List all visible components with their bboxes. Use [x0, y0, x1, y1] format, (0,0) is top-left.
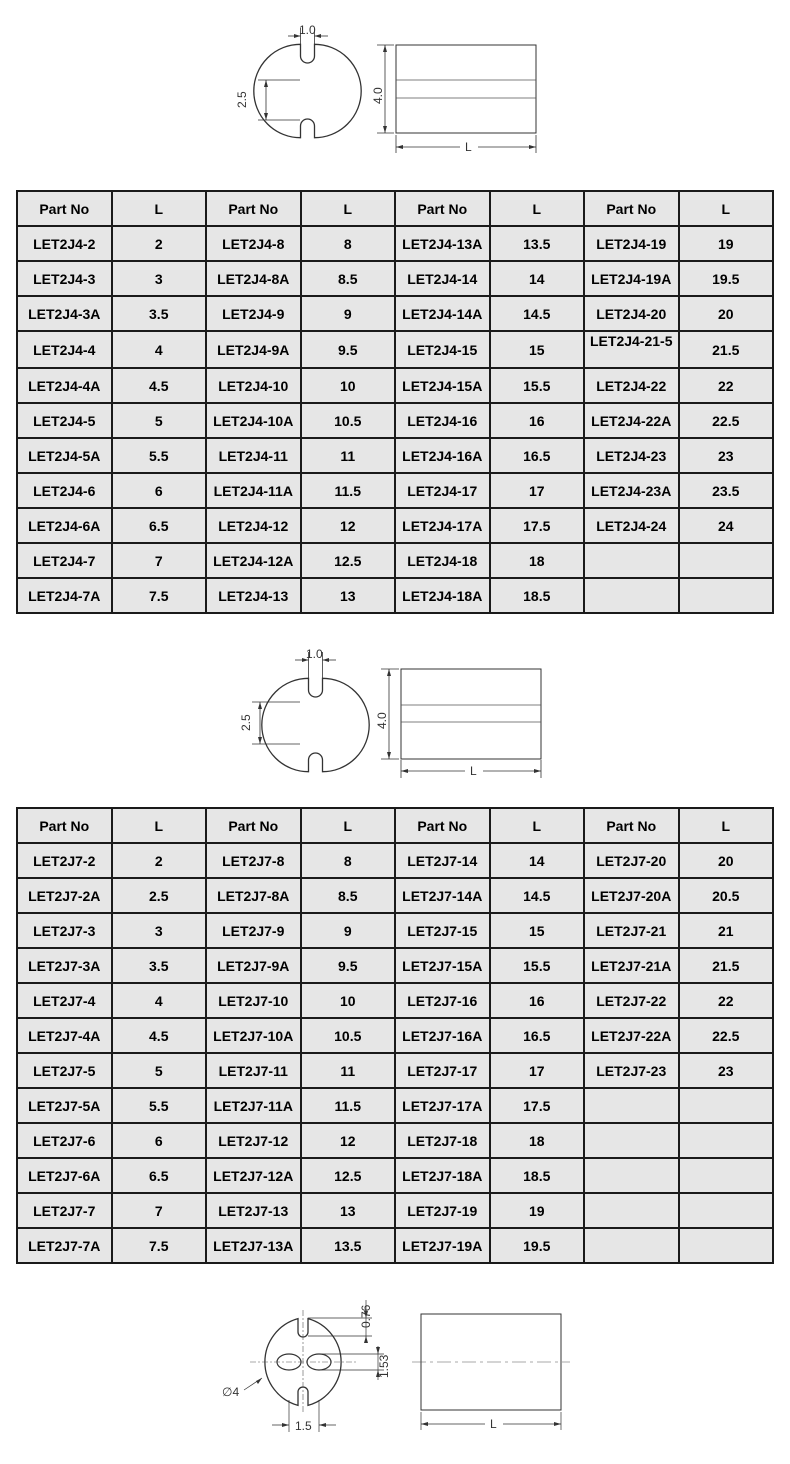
length-cell: 18 — [490, 1123, 585, 1158]
table-row — [17, 878, 773, 913]
length-cell: 22 — [679, 368, 774, 403]
length-cell: 17.5 — [490, 1088, 585, 1123]
table-row — [17, 368, 773, 403]
length-cell: 23 — [679, 438, 774, 473]
length-cell: 21.5 — [679, 948, 774, 983]
dim-height: 4.0 — [375, 712, 389, 729]
part-number-cell: LET2J7-5 — [17, 1053, 112, 1088]
length-cell: 6.5 — [112, 508, 207, 543]
part-number-cell: LET2J7-21A — [584, 948, 679, 983]
part-number-cell: LET2J4-4A — [17, 368, 112, 403]
part-number-cell: LET2J7-19A — [395, 1228, 490, 1263]
length-cell: 12 — [301, 508, 396, 543]
part-number-text: LET2J4-21-5 — [590, 333, 673, 349]
table-row — [17, 1158, 773, 1193]
length-cell: 16 — [490, 403, 585, 438]
table-row — [17, 843, 773, 878]
length-cell — [679, 1158, 774, 1193]
length-cell: 13.5 — [301, 1228, 396, 1263]
length-cell: 19 — [490, 1193, 585, 1228]
length-cell: 7 — [112, 1193, 207, 1228]
column-header-part-no: Part No — [17, 191, 112, 226]
part-number-cell: LET2J4-11A — [206, 473, 301, 508]
part-number-cell: LET2J7-3 — [17, 913, 112, 948]
part-number-cell: LET2J7-11A — [206, 1088, 301, 1123]
length-cell: 4.5 — [112, 368, 207, 403]
part-number-cell: LET2J7-6A — [17, 1158, 112, 1193]
length-cell: 16.5 — [490, 1018, 585, 1053]
length-cell: 6.5 — [112, 1158, 207, 1193]
length-cell: 7 — [112, 543, 207, 578]
table-row — [17, 578, 773, 613]
length-cell: 4 — [112, 983, 207, 1018]
length-cell: 8 — [301, 226, 396, 261]
length-cell: 12 — [301, 1123, 396, 1158]
length-cell: 3 — [112, 261, 207, 296]
length-cell: 17 — [490, 1053, 585, 1088]
part-number-cell: LET2J4-10A — [206, 403, 301, 438]
length-cell: 11 — [301, 438, 396, 473]
table-row — [17, 1193, 773, 1228]
part-number-cell: LET2J7-9 — [206, 913, 301, 948]
part-number-cell: LET2J4-22A — [584, 403, 679, 438]
length-cell: 8.5 — [301, 878, 396, 913]
length-cell: 17.5 — [490, 508, 585, 543]
length-cell: 16.5 — [490, 438, 585, 473]
part-number-cell: LET2J4-9A — [206, 331, 301, 368]
length-cell: 20 — [679, 843, 774, 878]
length-cell: 17 — [490, 473, 585, 508]
length-cell: 22 — [679, 983, 774, 1018]
length-cell: 22.5 — [679, 403, 774, 438]
length-cell: 2 — [112, 226, 207, 261]
part-number-cell: LET2J7-9A — [206, 948, 301, 983]
part-number-cell: LET2J4-24 — [584, 508, 679, 543]
part-number-cell: LET2J4-16 — [395, 403, 490, 438]
length-cell: 15 — [490, 331, 585, 368]
part-number-cell: LET2J7-2 — [17, 843, 112, 878]
length-cell: 2.5 — [112, 878, 207, 913]
part-number-cell: LET2J4-3 — [17, 261, 112, 296]
drawing-2j4-svg — [0, 0, 790, 180]
length-cell: 14.5 — [490, 878, 585, 913]
length-cell: 13.5 — [490, 226, 585, 261]
column-header-part-no: Part No — [395, 808, 490, 843]
part-number-cell: LET2J7-14A — [395, 878, 490, 913]
column-header-length: L — [112, 191, 207, 226]
table-row — [17, 261, 773, 296]
drawing-double-hole — [0, 1280, 790, 1464]
part-number-cell: LET2J4-8 — [206, 226, 301, 261]
length-cell: 14 — [490, 843, 585, 878]
column-header-length: L — [301, 191, 396, 226]
part-number-cell: LET2J4-14A — [395, 296, 490, 331]
part-number-cell: LET2J4-8A — [206, 261, 301, 296]
table-row — [17, 1123, 773, 1158]
table-row — [17, 438, 773, 473]
length-cell — [679, 1123, 774, 1158]
part-number-cell: LET2J7-23 — [584, 1053, 679, 1088]
part-number-cell: LET2J7-19 — [395, 1193, 490, 1228]
length-cell: 24 — [679, 508, 774, 543]
length-cell: 11.5 — [301, 1088, 396, 1123]
length-cell: 23 — [679, 1053, 774, 1088]
length-cell: 19.5 — [490, 1228, 585, 1263]
length-cell: 5.5 — [112, 1088, 207, 1123]
length-cell: 23.5 — [679, 473, 774, 508]
part-number-cell: LET2J4-5 — [17, 403, 112, 438]
length-cell: 11 — [301, 1053, 396, 1088]
length-cell: 20.5 — [679, 878, 774, 913]
dim-slot-gap: 2.5 — [239, 714, 253, 731]
part-number-cell: LET2J4-6A — [17, 508, 112, 543]
dim-diameter: ∅4 — [222, 1385, 240, 1399]
column-header-length: L — [301, 808, 396, 843]
length-cell: 2 — [112, 843, 207, 878]
table-header-row — [17, 191, 773, 226]
part-number-cell: LET2J4-7 — [17, 543, 112, 578]
column-header-part-no: Part No — [206, 808, 301, 843]
part-number-cell: LET2J7-7A — [17, 1228, 112, 1263]
length-cell: 14.5 — [490, 296, 585, 331]
part-number-cell: LET2J7-10A — [206, 1018, 301, 1053]
length-cell: 11.5 — [301, 473, 396, 508]
part-number-cell: LET2J4-9 — [206, 296, 301, 331]
table-row — [17, 543, 773, 578]
length-cell — [679, 1088, 774, 1123]
part-number-cell: LET2J7-11 — [206, 1053, 301, 1088]
part-number-cell — [584, 1193, 679, 1228]
column-header-length: L — [112, 808, 207, 843]
table-row — [17, 1053, 773, 1088]
column-header-part-no: Part No — [584, 808, 679, 843]
length-cell: 10.5 — [301, 1018, 396, 1053]
column-header-length: L — [490, 191, 585, 226]
length-cell: 6 — [112, 473, 207, 508]
dim-length: L — [490, 1417, 497, 1431]
part-number-cell: LET2J4-6 — [17, 473, 112, 508]
part-number-cell: LET2J7-6 — [17, 1123, 112, 1158]
part-number-cell: LET2J7-16A — [395, 1018, 490, 1053]
table-header-row — [17, 808, 773, 843]
part-number-cell: LET2J4-3A — [17, 296, 112, 331]
length-cell: 10 — [301, 983, 396, 1018]
part-number-cell: LET2J7-18A — [395, 1158, 490, 1193]
part-number-cell: LET2J7-13A — [206, 1228, 301, 1263]
part-number-cell: LET2J7-3A — [17, 948, 112, 983]
length-cell: 15 — [490, 913, 585, 948]
length-cell: 9 — [301, 913, 396, 948]
table-row — [17, 331, 773, 368]
drawing-2j7-svg — [0, 630, 790, 800]
part-number-cell: LET2J7-17A — [395, 1088, 490, 1123]
part-number-cell — [584, 1228, 679, 1263]
drawing-double-hole-svg — [0, 1280, 790, 1464]
part-number-cell: LET2J4-16A — [395, 438, 490, 473]
length-cell: 3 — [112, 913, 207, 948]
table-row — [17, 913, 773, 948]
column-header-length: L — [490, 808, 585, 843]
column-header-length: L — [679, 808, 774, 843]
length-cell: 6 — [112, 1123, 207, 1158]
length-cell: 18.5 — [490, 1158, 585, 1193]
part-number-cell: LET2J7-12A — [206, 1158, 301, 1193]
part-number-cell: LET2J7-17 — [395, 1053, 490, 1088]
part-number-cell: LET2J4-10 — [206, 368, 301, 403]
length-cell — [679, 1228, 774, 1263]
part-table-2j7 — [16, 807, 774, 1264]
length-cell: 9 — [301, 296, 396, 331]
length-cell: 4 — [112, 331, 207, 368]
part-number-cell: LET2J7-16 — [395, 983, 490, 1018]
drawing-2j4 — [0, 0, 790, 180]
part-table-2j4 — [16, 190, 774, 614]
drawing-2j7 — [0, 630, 790, 800]
column-header-part-no: Part No — [395, 191, 490, 226]
length-cell: 9.5 — [301, 948, 396, 983]
column-header-part-no: Part No — [584, 191, 679, 226]
part-number-cell: LET2J4-11 — [206, 438, 301, 473]
length-cell: 7.5 — [112, 1228, 207, 1263]
part-number-cell: LET2J7-21 — [584, 913, 679, 948]
part-number-cell: LET2J7-22 — [584, 983, 679, 1018]
length-cell: 21 — [679, 913, 774, 948]
part-number-cell: LET2J4-22 — [584, 368, 679, 403]
length-cell — [679, 578, 774, 613]
part-number-cell: LET2J7-12 — [206, 1123, 301, 1158]
length-cell: 19.5 — [679, 261, 774, 296]
length-cell: 5 — [112, 1053, 207, 1088]
length-cell: 20 — [679, 296, 774, 331]
part-number-cell: LET2J7-2A — [17, 878, 112, 913]
dim-hole-spacing: 1.53 — [377, 1354, 391, 1378]
dim-slot-width: 1.0 — [299, 23, 316, 37]
part-number-cell: LET2J7-13 — [206, 1193, 301, 1228]
length-cell: 10 — [301, 368, 396, 403]
length-cell: 14 — [490, 261, 585, 296]
part-number-cell: LET2J7-20 — [584, 843, 679, 878]
length-cell: 18 — [490, 543, 585, 578]
dim-slot-spacing: 1.5 — [295, 1419, 312, 1433]
part-number-cell: LET2J7-18 — [395, 1123, 490, 1158]
part-number-cell: LET2J4-18A — [395, 578, 490, 613]
length-cell: 22.5 — [679, 1018, 774, 1053]
part-number-cell: LET2J7-14 — [395, 843, 490, 878]
part-number-cell: LET2J7-5A — [17, 1088, 112, 1123]
part-number-cell: LET2J4-15 — [395, 331, 490, 368]
part-number-cell: LET2J4-17 — [395, 473, 490, 508]
part-number-cell: LET2J4-19 — [584, 226, 679, 261]
part-number-cell: LET2J4-5A — [17, 438, 112, 473]
table-row — [17, 1228, 773, 1263]
length-cell: 13 — [301, 1193, 396, 1228]
length-cell: 16 — [490, 983, 585, 1018]
part-number-cell: LET2J7-8 — [206, 843, 301, 878]
part-number-cell: LET2J7-15 — [395, 913, 490, 948]
length-cell: 5.5 — [112, 438, 207, 473]
table-row — [17, 1018, 773, 1053]
table-row — [17, 1088, 773, 1123]
dim-slot-depth: 0.76 — [359, 1304, 373, 1328]
part-number-cell: LET2J4-15A — [395, 368, 490, 403]
dim-slot-gap: 2.5 — [235, 91, 249, 108]
length-cell: 3.5 — [112, 948, 207, 983]
length-cell — [679, 1193, 774, 1228]
dim-slot-width: 1.0 — [306, 647, 323, 661]
part-number-cell: LET2J7-7 — [17, 1193, 112, 1228]
table-row — [17, 983, 773, 1018]
part-number-cell: LET2J7-8A — [206, 878, 301, 913]
part-number-cell — [584, 543, 679, 578]
part-number-cell: LET2J7-22A — [584, 1018, 679, 1053]
dim-height: 4.0 — [371, 87, 385, 104]
table-row — [17, 473, 773, 508]
length-cell: 3.5 — [112, 296, 207, 331]
part-number-cell — [584, 1088, 679, 1123]
part-number-cell: LET2J4-20 — [584, 296, 679, 331]
part-number-cell: LET2J4-23A — [584, 473, 679, 508]
length-cell: 18.5 — [490, 578, 585, 613]
part-number-cell: LET2J7-15A — [395, 948, 490, 983]
part-number-cell: LET2J4-18 — [395, 543, 490, 578]
column-header-length: L — [679, 191, 774, 226]
length-cell: 5 — [112, 403, 207, 438]
table-row — [17, 226, 773, 261]
length-cell: 13 — [301, 578, 396, 613]
part-number-cell: LET2J4-19A — [584, 261, 679, 296]
part-number-cell: LET2J4-12A — [206, 543, 301, 578]
table-row — [17, 508, 773, 543]
part-number-cell — [584, 1123, 679, 1158]
dim-length: L — [465, 140, 472, 154]
part-number-cell — [584, 1158, 679, 1193]
length-cell: 7.5 — [112, 578, 207, 613]
part-number-cell: LET2J7-4 — [17, 983, 112, 1018]
part-number-cell: LET2J7-20A — [584, 878, 679, 913]
length-cell: 15.5 — [490, 948, 585, 983]
length-cell: 19 — [679, 226, 774, 261]
part-number-cell: LET2J7-4A — [17, 1018, 112, 1053]
part-number-cell: LET2J4-7A — [17, 578, 112, 613]
part-number-cell: LET2J4-12 — [206, 508, 301, 543]
length-cell: 10.5 — [301, 403, 396, 438]
table-row — [17, 948, 773, 983]
table-row — [17, 403, 773, 438]
part-number-cell: LET2J4-13A — [395, 226, 490, 261]
length-cell — [679, 543, 774, 578]
length-cell: 8.5 — [301, 261, 396, 296]
column-header-part-no: Part No — [206, 191, 301, 226]
length-cell: 21.5 — [679, 331, 774, 368]
part-number-cell: LET2J4-2 — [17, 226, 112, 261]
length-cell: 8 — [301, 843, 396, 878]
length-cell: 4.5 — [112, 1018, 207, 1053]
length-cell: 9.5 — [301, 331, 396, 368]
dim-length: L — [470, 764, 477, 778]
length-cell: 15.5 — [490, 368, 585, 403]
part-number-cell — [584, 331, 679, 368]
length-cell: 12.5 — [301, 1158, 396, 1193]
part-number-cell: LET2J4-23 — [584, 438, 679, 473]
column-header-part-no: Part No — [17, 808, 112, 843]
part-number-cell: LET2J4-4 — [17, 331, 112, 368]
table-row — [17, 296, 773, 331]
part-number-cell: LET2J4-17A — [395, 508, 490, 543]
part-number-cell: LET2J4-14 — [395, 261, 490, 296]
part-number-cell: LET2J4-13 — [206, 578, 301, 613]
part-number-cell: LET2J7-10 — [206, 983, 301, 1018]
length-cell: 12.5 — [301, 543, 396, 578]
part-number-cell — [584, 578, 679, 613]
